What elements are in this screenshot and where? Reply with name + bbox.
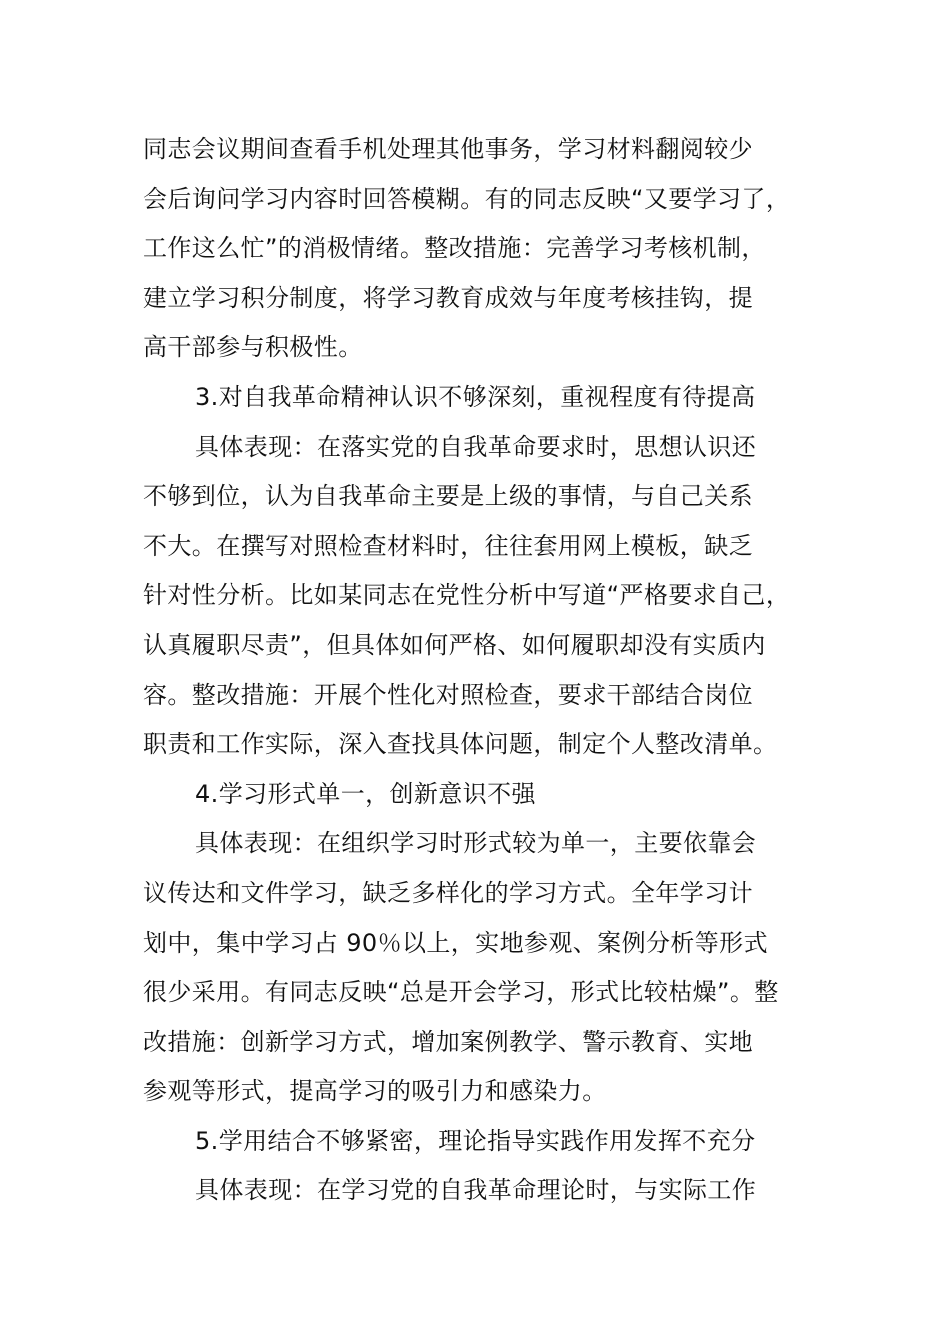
- text-line: 工作这么忙”的消极情绪。整改措施：完善学习考核机制，: [143, 234, 766, 263]
- section-heading-3: 3.对自我革命精神认识不够深刻，重视程度有待提高: [195, 382, 756, 411]
- paragraph-start: 具体表现：在落实党的自我革命要求时，思想认识还: [195, 432, 757, 461]
- text-line: 容。整改措施：开展个性化对照检查，要求干部结合岗位: [143, 680, 753, 709]
- paragraph-start: 具体表现：在学习党的自我革命理论时，与实际工作: [195, 1176, 757, 1205]
- text-line: 认真履职尽责”，但具体如何严格、如何履职却没有实质内: [143, 630, 766, 659]
- text-line: 建立学习积分制度，将学习教育成效与年度考核挂钩，提: [143, 283, 753, 312]
- text-line: 高干部参与积极性。: [143, 333, 363, 362]
- section-heading-5: 5.学用结合不够紧密，理论指导实践作用发挥不充分: [195, 1126, 756, 1155]
- text-line: 改措施：创新学习方式，增加案例教学、警示教育、实地: [143, 1027, 753, 1056]
- text-line: 参观等形式，提高学习的吸引力和感染力。: [143, 1077, 607, 1106]
- text-line: 不够到位，认为自我革命主要是上级的事情，与自己关系: [143, 482, 753, 511]
- document-body: [143, 125, 833, 1216]
- text-line: 划中，集中学习占 90％以上，实地参观、案例分析等形式: [143, 928, 768, 957]
- text-line: 同志会议期间查看手机处理其他事务，学习材料翻阅较少: [143, 135, 753, 163]
- section-heading-4: 4.学习形式单一，创新意识不强: [195, 779, 536, 808]
- text-line: 议传达和文件学习，缺乏多样化的学习方式。全年学习计: [143, 878, 753, 907]
- text-line: 会后询问学习内容时回答模糊。有的同志反映“又要学习了，: [143, 184, 791, 213]
- text-line: 职责和工作实际，深入查找具体问题，制定个人整改清单。: [143, 730, 778, 759]
- paragraph-start: 具体表现：在组织学习时形式较为单一，主要依靠会: [195, 829, 757, 858]
- text-line: 针对性分析。比如某同志在党性分析中写道“严格要求自己，: [143, 581, 791, 610]
- text-line: 很少采用。有同志反映“总是开会学习，形式比较枯燥”。整: [143, 978, 779, 1007]
- text-line: 不大。在撰写对照检查材料时，往往套用网上模板，缺乏: [143, 531, 753, 560]
